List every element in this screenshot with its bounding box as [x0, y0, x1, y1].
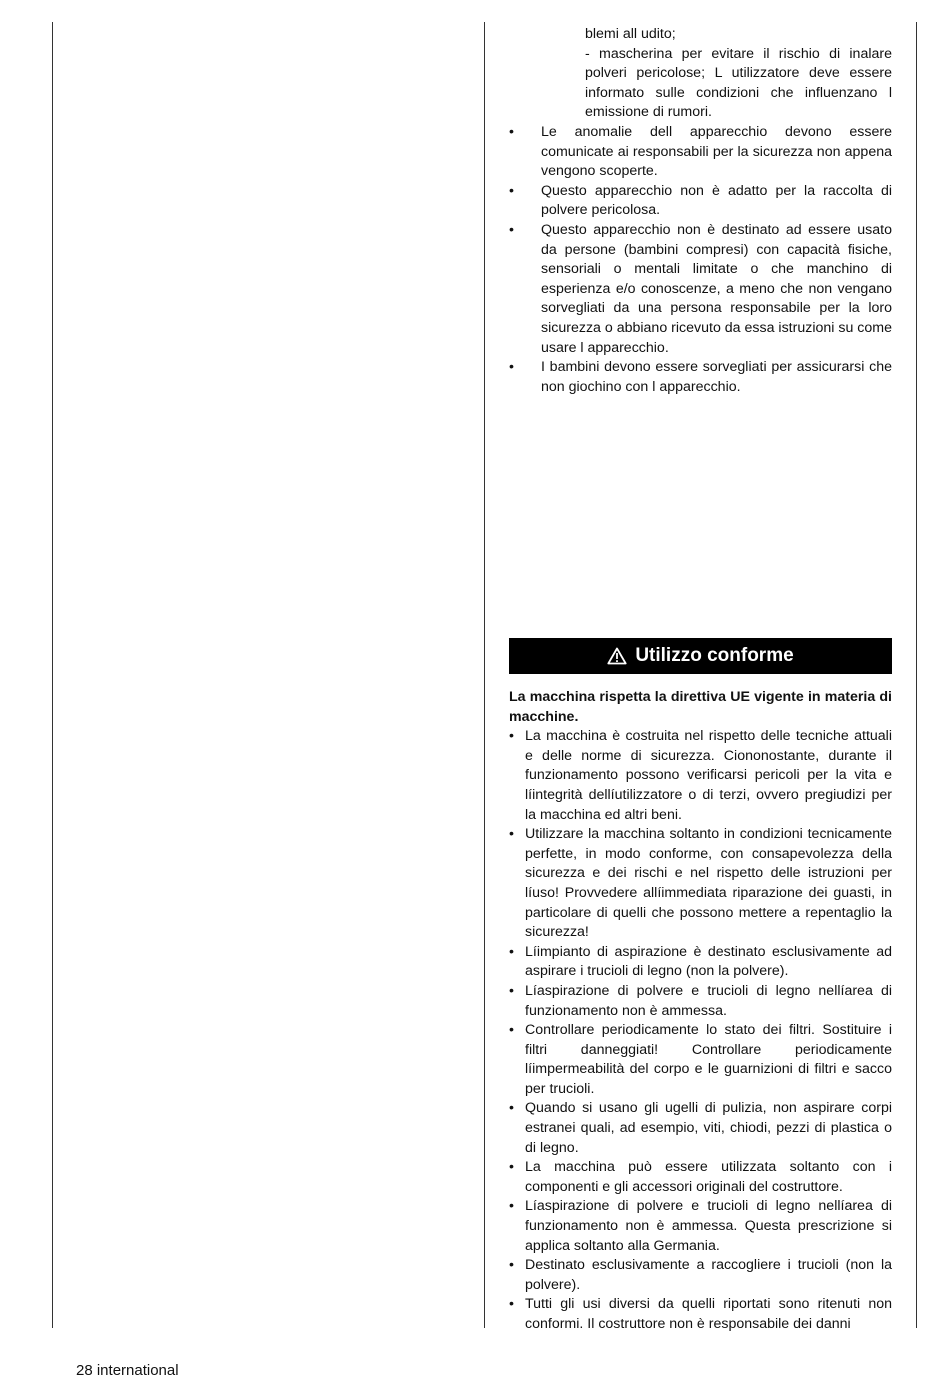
section-heading — [509, 638, 892, 674]
list-item: • La macchina è costruita nel rispetto delle tecniche attuali e delle norme di sicurezza. Ciononostante, durante il funzionamento possono verificarsi pericoli per la vita e líintegrità dellíutilizzatore o di terzi, ovvero pregiudizi per la macchina ed altri beni. — [509, 728, 892, 823]
list-item: • Questo apparecchio non è adatto per la raccolta di polvere pericolosa. — [509, 182, 892, 219]
list-item: • Líimpianto di aspirazione è destinato esclusivamente ad aspirare i trucioli di legno (non la polvere). — [509, 943, 892, 980]
section-intro: La macchina rispetta la direttiva UE vigente in materia di macchine. — [509, 689, 892, 725]
list-item: • Líaspirazione di polvere e trucioli di legno nellíarea di funzionamento non è ammessa. Questa prescrizione si applica soltanto alla Germania. — [509, 1198, 892, 1254]
bullet-icon: • — [509, 1159, 514, 1176]
list-item: • Destinato esclusivamente a raccogliere i trucioli (non la polvere). — [509, 1257, 892, 1293]
continuation-paragraph: - mascherina per evitare il rischio di inalare polveri pericolose; L utilizzatore deve essere informato sulle condizioni che influenzano l emissione di rumori. — [585, 45, 892, 121]
bullet-icon: • — [509, 1198, 514, 1215]
list-item: • Questo apparecchio non è destinato ad essere usato da persone (bambini compresi) con capacità fisiche, sensoriali o mentali limitate o che manchino di esperienza e/o conoscenze, a meno che non vengano sorvegliati da una persona responsabile per la loro sicurezza o abbiano ricevuto da essa istruzioni su come usare l apparecchio. — [509, 221, 892, 356]
warning-triangle-icon — [607, 647, 627, 665]
right-margin-rule — [916, 22, 917, 1328]
section-body — [509, 688, 892, 1335]
list-item: • Utilizzare la macchina soltanto in condizioni tecnicamente perfette, in modo conforme, con consapevolezza della sicurezza e dei rischi e nel rispetto delle istruzioni per líuso! Provvedere allíimmediata riparazione dei guasti, in particolare di quelli che possono mettere a repentaglio la sicurezza! — [509, 826, 892, 941]
bullet-icon: • — [509, 359, 514, 376]
list-item: • Tutti gli usi diversi da quelli riportati sono ritenuti non conformi. Il costruttore non è responsabile dei danni — [509, 1296, 892, 1332]
page-footer: 28 international — [76, 1362, 179, 1379]
bullet-icon: • — [509, 728, 514, 745]
list-item: • Quando si usano gli ugelli di pulizia, non aspirare corpi estranei quali, ad esempio, viti, chiodi, pezzi di plastica o di legno. — [509, 1100, 892, 1156]
section-title: Utilizzo conforme — [635, 645, 794, 666]
bullet-icon: • — [509, 943, 514, 960]
list-item: • La macchina può essere utilizzata soltanto con i componenti e gli accessori originali del costruttore. — [509, 1159, 892, 1195]
column-divider-rule — [484, 22, 485, 1328]
top-text-block — [509, 25, 892, 397]
list-item: • Líaspirazione di polvere e trucioli di legno nellíarea di funzionamento non è ammessa. — [509, 982, 892, 1019]
list-item: • Le anomalie dell apparecchio devono essere comunicate ai responsabili per la sicurezza non appena vengono scoperte. — [509, 123, 892, 180]
bullet-icon: • — [509, 982, 514, 999]
bullet-icon: • — [509, 1022, 514, 1039]
bullet-icon: • — [509, 1296, 514, 1313]
left-margin-rule — [52, 22, 53, 1328]
bullet-icon: • — [509, 182, 514, 199]
bullet-icon: • — [509, 123, 514, 140]
bullet-icon: • — [509, 221, 514, 238]
continuation-line: blemi all udito; — [585, 26, 676, 42]
bullet-icon: • — [509, 1257, 514, 1274]
list-item: • Controllare periodicamente lo stato dei filtri. Sostituire i filtri danneggiati! Controllare periodicamente líimpermeabilità del corpo e le guarnizioni di filtri e sacco per trucioli. — [509, 1022, 892, 1097]
list-item: • I bambini devono essere sorvegliati per assicurarsi che non giochino con l apparecchio. — [509, 359, 892, 395]
bullet-icon: • — [509, 826, 514, 843]
bullet-icon: • — [509, 1100, 514, 1117]
